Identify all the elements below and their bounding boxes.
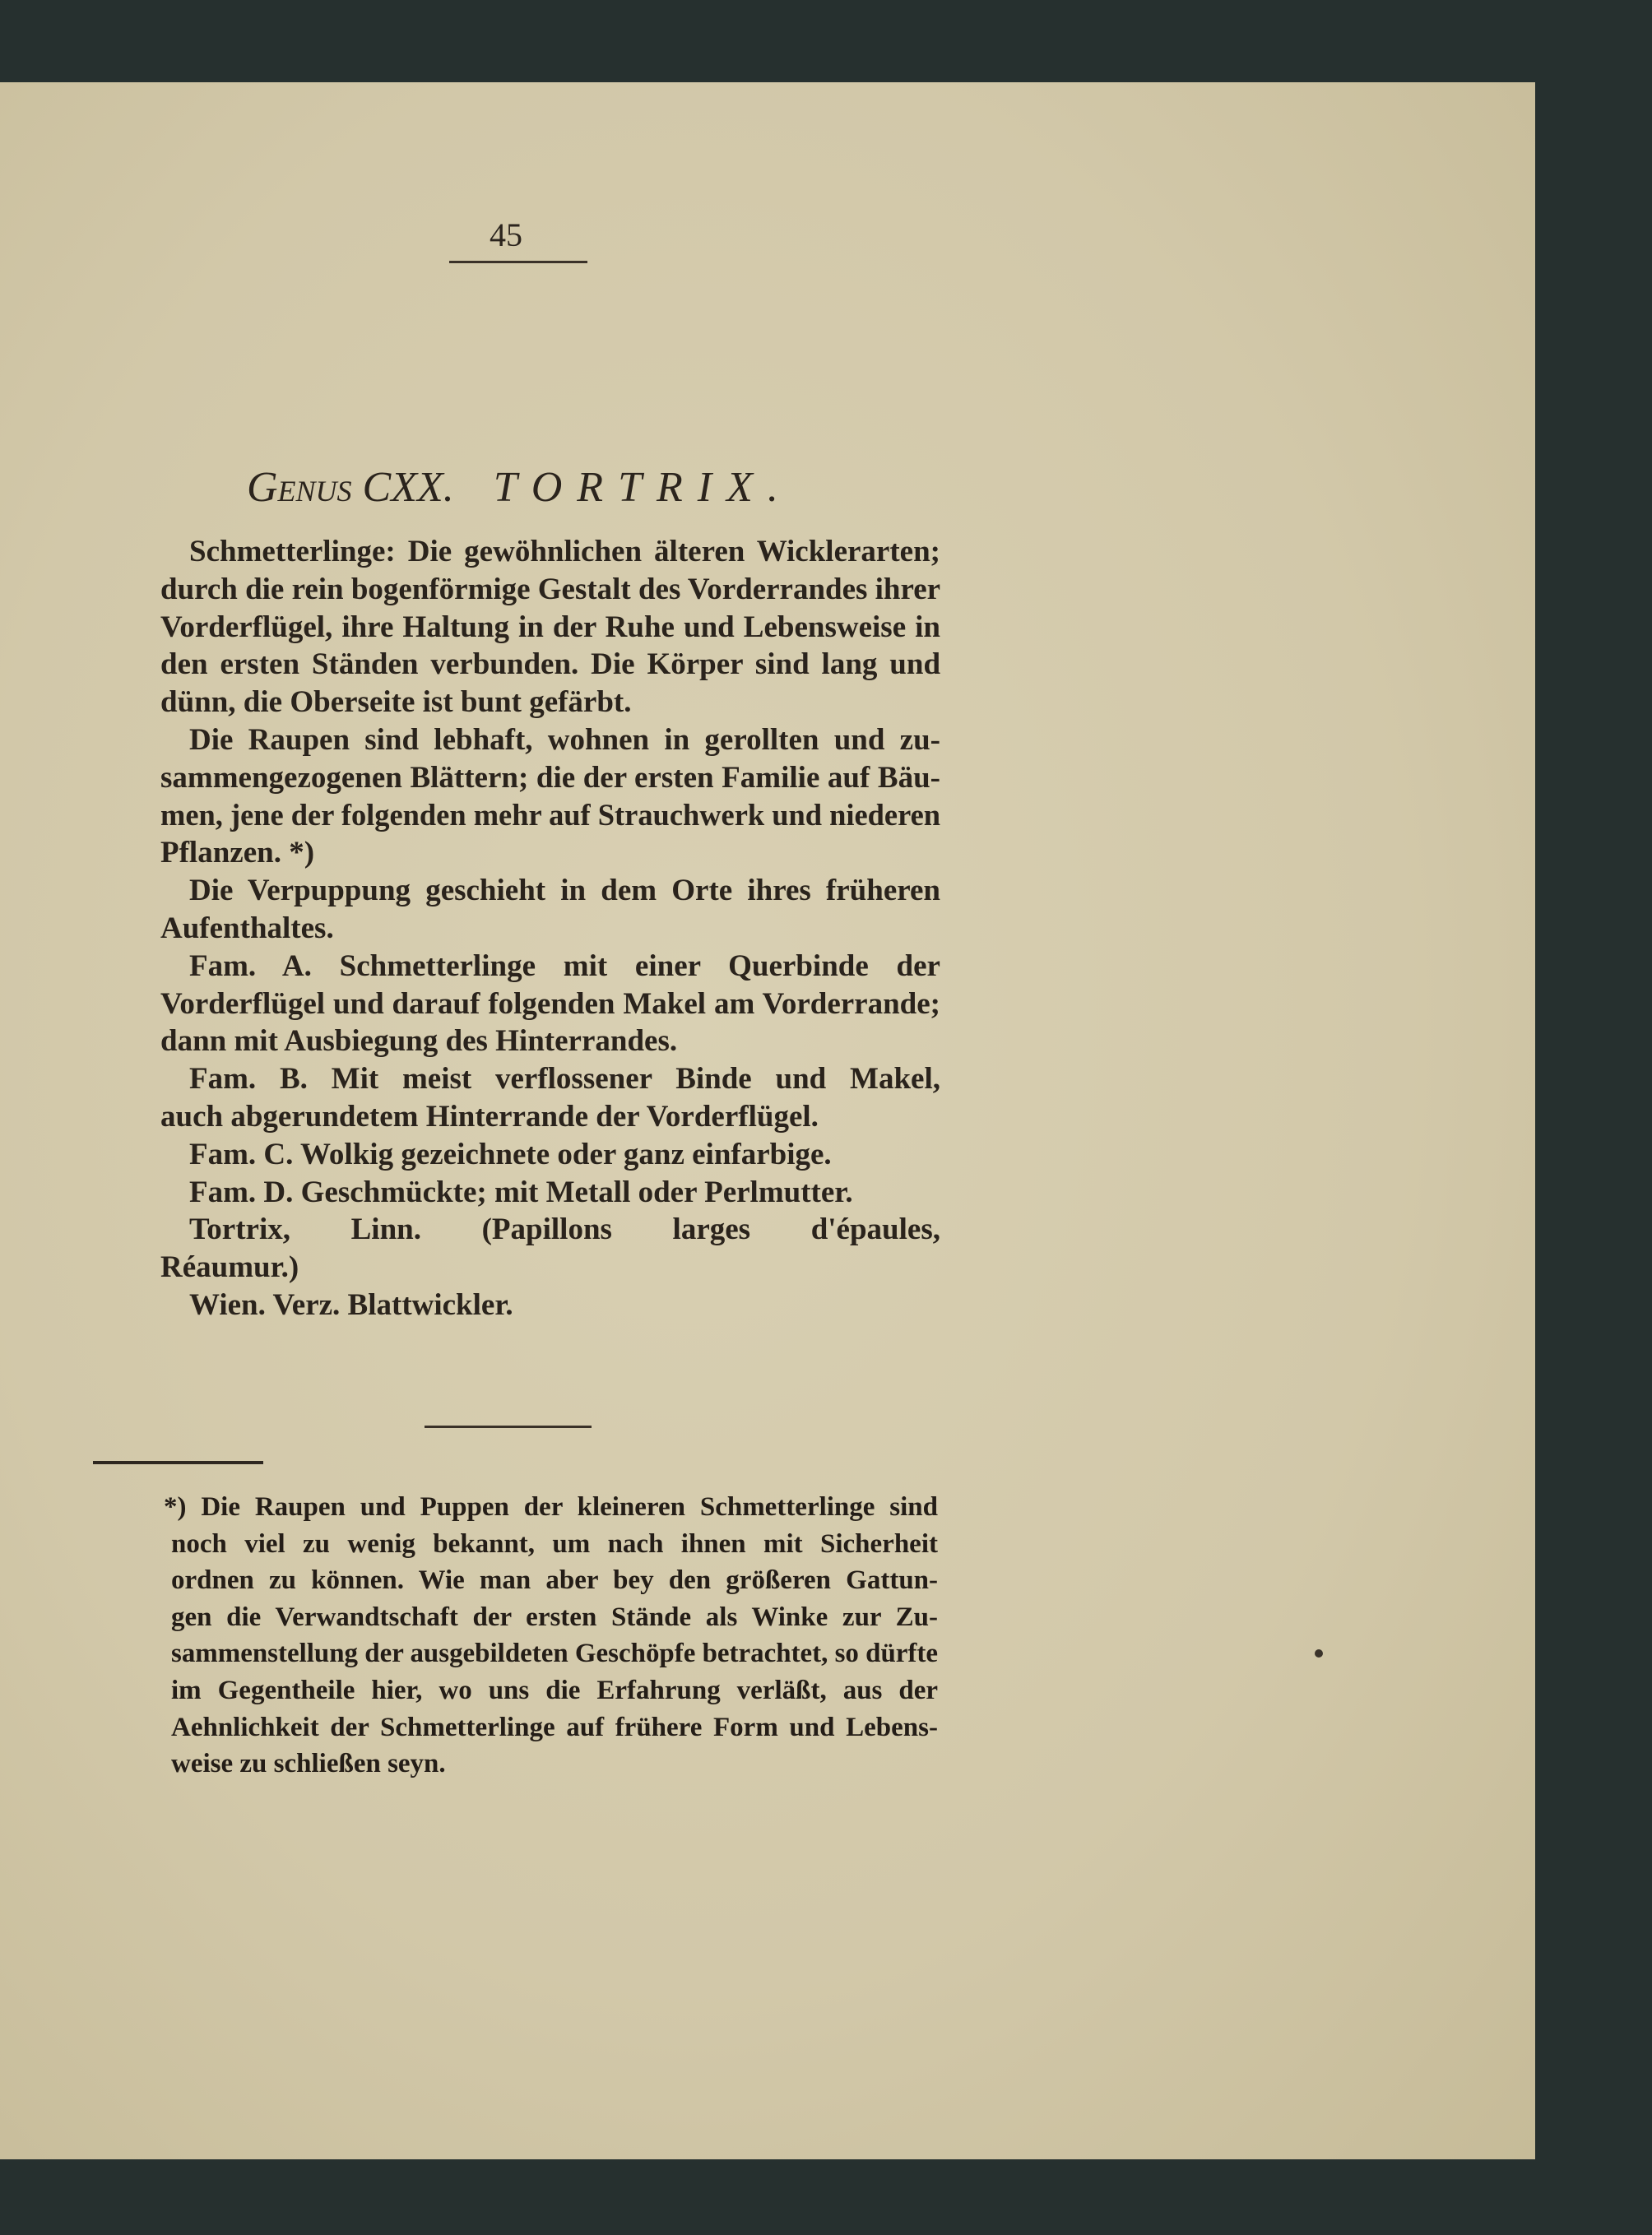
line-text: Pflanzen. *) xyxy=(160,836,315,870)
body-line xyxy=(160,1249,940,1287)
body-line xyxy=(160,609,940,647)
body-line xyxy=(189,1060,940,1098)
line-text: dann mit Ausbiegung des Hinterrandes. xyxy=(160,1024,678,1059)
line-text: auch abgerundetem Hinterrande der Vorderflügel. xyxy=(160,1100,819,1134)
line-text: Réaumur.) xyxy=(160,1250,299,1285)
body-line xyxy=(189,721,940,759)
line-text: men, jene der folgenden mehr auf Strauchwerk und niederen xyxy=(160,798,941,832)
genus-label: Genus CXX. xyxy=(247,464,454,511)
line-text: Die Verpuppung geschieht in dem Orte ihres früheren xyxy=(189,874,940,908)
line-text: sammengezogenen Blättern; die der ersten Familie auf Bäu- xyxy=(160,760,940,795)
body-line xyxy=(160,985,940,1023)
body-line xyxy=(160,684,940,721)
body-line xyxy=(189,948,940,985)
footnote-line xyxy=(171,1635,938,1672)
body-line xyxy=(160,571,940,609)
footnote-line xyxy=(171,1709,938,1746)
line-text: Wien. Verz. Blattwickler. xyxy=(189,1288,513,1322)
line-text: Vorderflügel, ihre Haltung in der Ruhe und Lebensweise in xyxy=(160,610,941,644)
line-text: Fam. A. Schmetterlinge mit einer Querbinde der xyxy=(189,948,940,983)
body-line xyxy=(160,759,940,797)
footnote-line xyxy=(164,1489,938,1525)
line-text: sammenstellung der ausgebildeten Geschöpfe betrachtet, so dürfte xyxy=(171,1639,939,1669)
line-text: dünn, die Oberseite ist bunt gefärbt. xyxy=(160,685,632,720)
footnote-line xyxy=(171,1562,938,1598)
footnote-rule xyxy=(93,1461,263,1464)
page-number: 45 xyxy=(490,216,522,253)
body-line xyxy=(160,1098,940,1136)
footnote-line xyxy=(171,1599,938,1635)
genus-heading xyxy=(247,462,793,513)
book-page xyxy=(0,82,1535,2159)
line-text: durch die rein bogenförmige Gestalt des Vorderrandes ihrer xyxy=(160,572,941,606)
footnote-line xyxy=(171,1746,938,1782)
body-line xyxy=(189,533,940,571)
line-text: Fam. C. Wolkig gezeichnete oder ganz einfarbige. xyxy=(189,1137,832,1171)
footnote-line xyxy=(171,1526,938,1562)
line-text: den ersten Ständen verbunden. Die Körper sind lang und xyxy=(160,647,941,682)
body-line xyxy=(189,872,940,910)
page-number-rule xyxy=(449,261,587,263)
genus-name: TORTRIX. xyxy=(493,464,793,511)
body-line xyxy=(189,1136,940,1174)
body-line xyxy=(160,646,940,684)
line-text: Vorderflügel und darauf folgenden Makel am Vorderrande; xyxy=(160,986,940,1021)
ink-spot xyxy=(1315,1649,1323,1658)
line-text: Tortrix, Linn. (Papillons larges d'épaules, xyxy=(189,1213,940,1247)
body-line xyxy=(189,1174,940,1212)
line-text: Aehnlichkeit der Schmetterlinge auf frühere Form und Lebens- xyxy=(171,1712,938,1742)
line-text: weise zu schließen seyn. xyxy=(171,1749,446,1779)
line-text: im Gegentheile hier, wo uns die Erfahrung verläßt, aus der xyxy=(171,1676,939,1705)
footnote-line xyxy=(171,1672,938,1709)
body-line xyxy=(160,910,940,948)
line-text: Fam. B. Mit meist verflossener Binde und Makel, xyxy=(189,1062,940,1097)
line-text: ordnen zu können. Wie man aber bey den größeren Gattun- xyxy=(171,1565,939,1596)
section-separator xyxy=(425,1426,592,1428)
line-text: noch viel zu wenig bekannt, um nach ihnen mit Sicherheit xyxy=(171,1528,938,1559)
line-text: *) Die Raupen und Puppen der kleineren Schmetterlinge sind xyxy=(164,1492,939,1522)
body-line xyxy=(160,834,940,872)
body-line xyxy=(189,1211,940,1249)
line-text: Schmetterlinge: Die gewöhnlichen älteren Wicklerarten; xyxy=(189,535,940,568)
body-line xyxy=(160,1022,940,1060)
body-line xyxy=(189,1287,940,1324)
body-line xyxy=(160,797,940,835)
line-text: Aufenthaltes. xyxy=(160,911,334,945)
line-text: Die Raupen sind lebhaft, wohnen in gerollten und zu- xyxy=(189,723,940,757)
line-text: gen die Verwandtschaft der ersten Stände als Winke zur Zu- xyxy=(171,1602,938,1632)
line-text: Fam. D. Geschmückte; mit Metall oder Perlmutter. xyxy=(189,1175,853,1209)
